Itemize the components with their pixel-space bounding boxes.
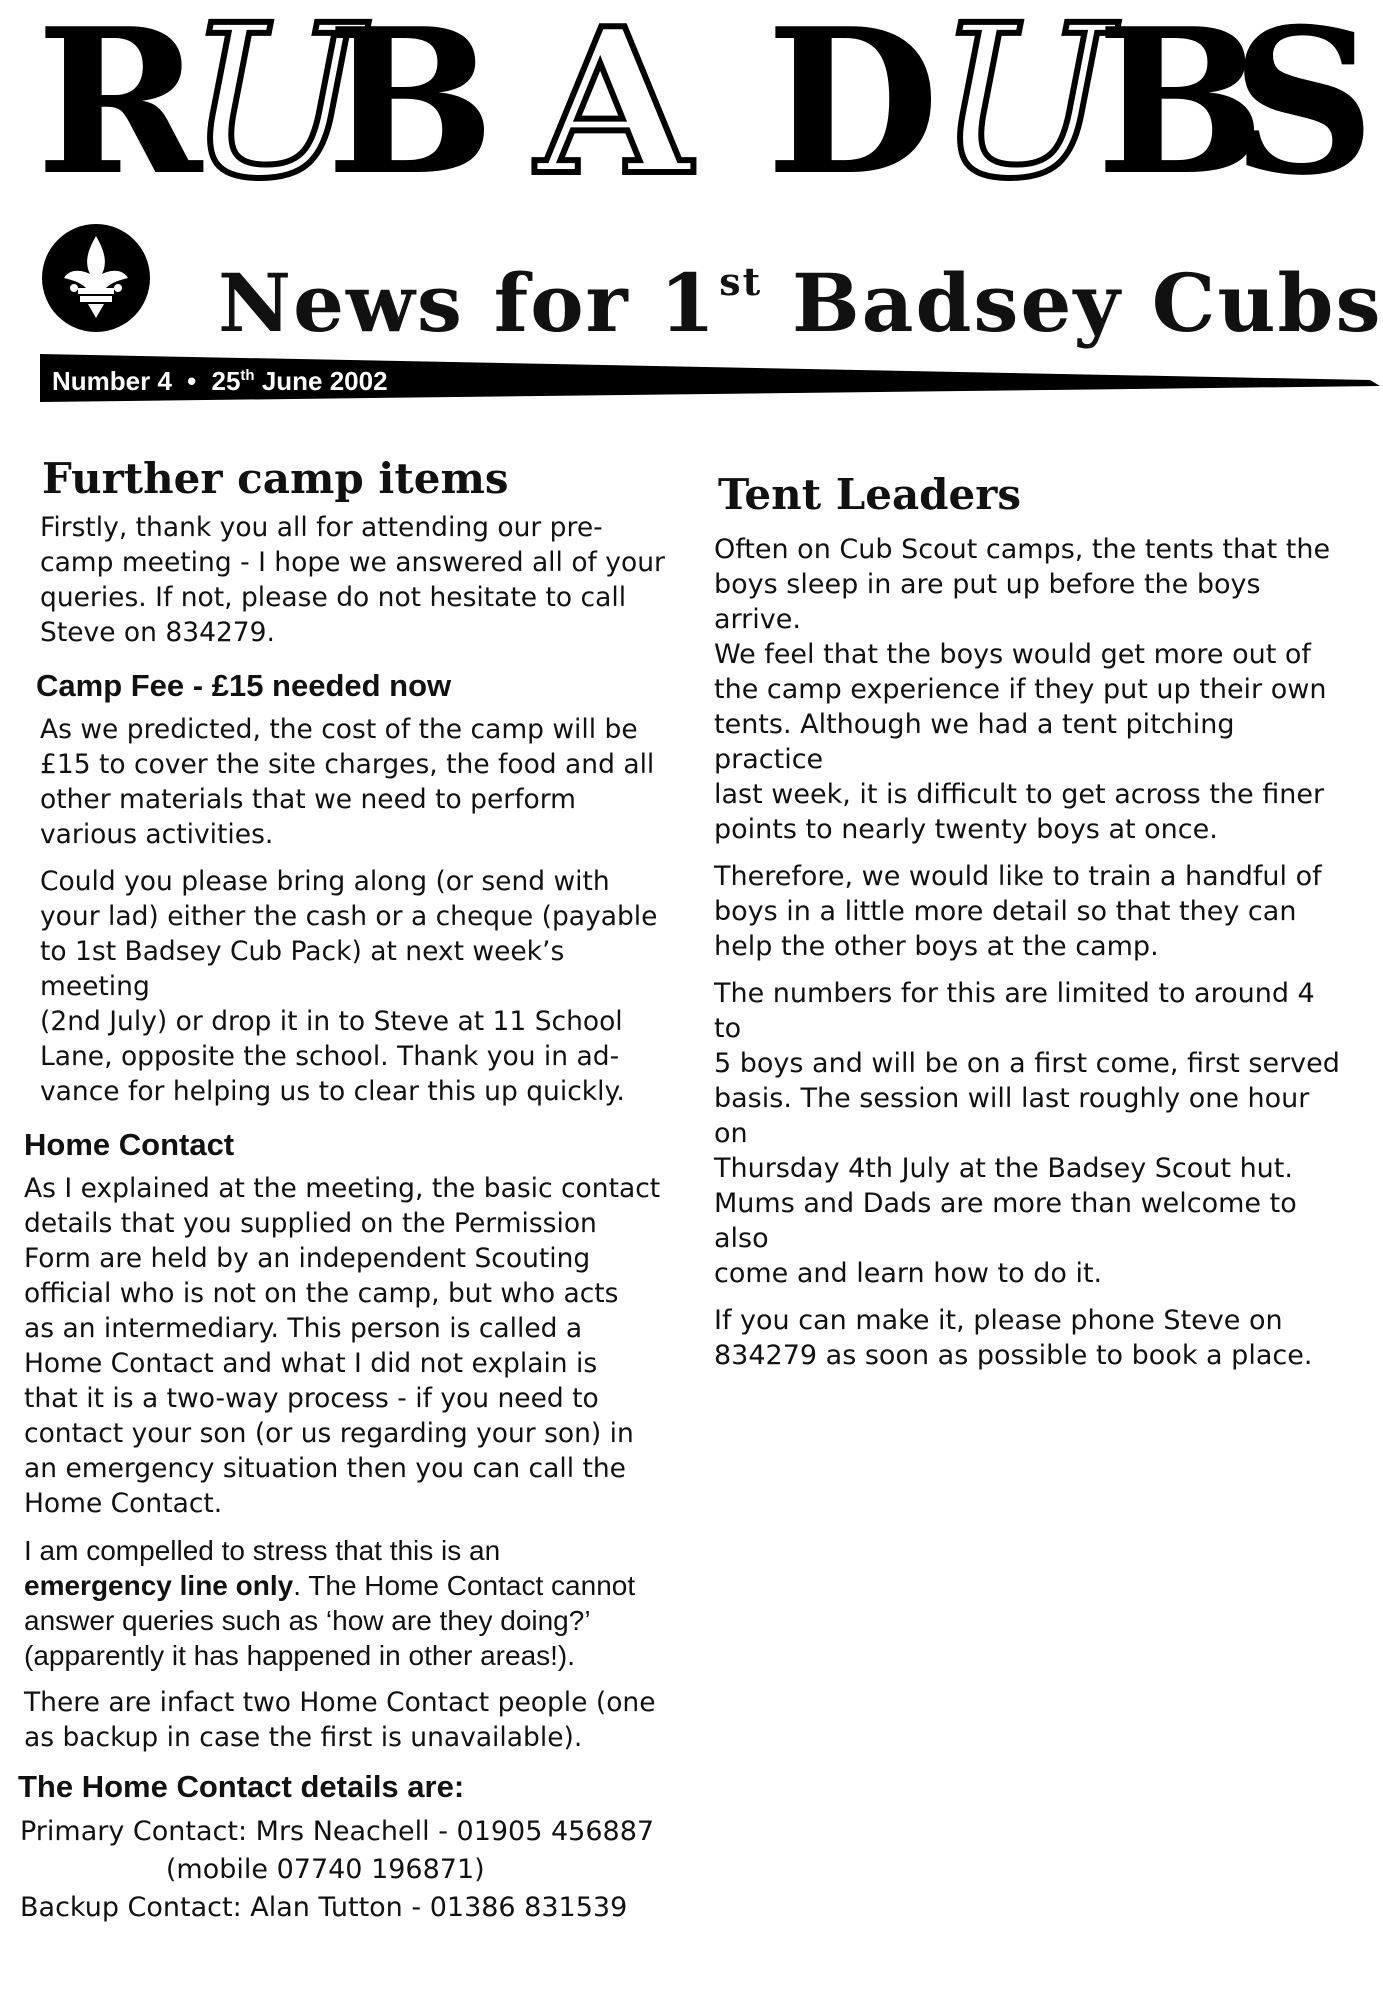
tent-leaders-paragraph-1: Often on Cub Scout camps, the tents that the boys sleep in are put up before the boys arrive. We feel that the boys would get more out of the camp experience if they put up their own tents. Although we had a tent pitching practice last week, it is difficult to get across the finer points to nearly twenty boys at once. xyxy=(714,534,1331,845)
camp-fee-paragraph-1: As we predicted, the cost of the camp will be £15 to cover the site charges, the food and all other materials that we need to perform various activities. xyxy=(40,714,655,850)
masthead-letter-r: R xyxy=(36,0,203,220)
heading-contact-details: The Home Contact details are: xyxy=(18,1769,465,1804)
stress-post: . The Home Contact cannot answer queries such as ‘how are they doing?’ (apparently it has happened in other areas!). xyxy=(24,1570,636,1671)
masthead-letter-u: U xyxy=(186,0,363,225)
left-column xyxy=(14,452,674,1927)
masthead-letter-s: S xyxy=(1231,0,1376,220)
backup-contact: Backup Contact: Alan Tutton - 01386 831539 xyxy=(20,1892,628,1923)
two-people-paragraph: There are infact two Home Contact people (one as backup in case the first is unavailable). xyxy=(24,1687,656,1753)
stress-paragraph xyxy=(24,1533,674,1673)
camp-fee-paragraph-2: Could you please bring along (or send with your lad) either the cash or a cheque (payable to 1st Badsey Cub Pack) at next week’s meeting (2nd July) or drop it in to Steve at 11 School Lane, opposite the school. Thank you in ad- vance for helping us to clear this up quickly. xyxy=(40,866,658,1107)
masthead-letter-b2: B xyxy=(1096,0,1266,220)
subtitle-post: Badsey Cubs xyxy=(762,256,1383,350)
tent-leaders-paragraph-2: Therefore, we would like to train a handful of boys in a little more detail so that they can help the other boys at the camp. xyxy=(714,861,1322,962)
masthead-logo xyxy=(36,0,1376,225)
issue-separator: • xyxy=(187,366,197,396)
tent-leaders-paragraph-4: If you can make it, please phone Steve on 834279 as soon as possible to book a place. xyxy=(714,1305,1313,1371)
heading-camp-fee: Camp Fee - £15 needed now xyxy=(36,668,452,703)
primary-contact-mobile: (mobile 07740 196871) xyxy=(20,1854,485,1885)
primary-contact: Primary Contact: Mrs Neachell - 01905 456887 xyxy=(20,1816,655,1847)
issue-number: Number 4 xyxy=(52,366,172,396)
masthead-letter-u2: U xyxy=(936,0,1113,225)
newsletter-subtitle xyxy=(218,222,1383,350)
masthead-letter-d: D xyxy=(766,0,940,220)
stress-bold: emergency line only xyxy=(24,1570,294,1601)
issue-info xyxy=(52,356,388,396)
issue-date-day: 25 xyxy=(211,366,241,396)
home-contact-paragraph: As I explained at the meeting, the basic contact details that you supplied on the Permission Form are held by an independent Scouting official who is not on the camp, but who acts as an intermediary. This person is called a Home Contact and what I did not explain is that it is a two-way process - if you need to contact your son (or us regarding your son) in an emergency situation then you can call the Home Contact. xyxy=(24,1173,661,1519)
heading-further-camp-items: Further camp items xyxy=(42,454,509,503)
right-column xyxy=(700,468,1340,1385)
masthead-letter-b: B xyxy=(326,0,496,220)
issue-date-rest: June 2002 xyxy=(254,366,388,396)
subtitle-sup: st xyxy=(719,259,763,304)
stress-pre: I am compelled to stress that this is an xyxy=(24,1535,501,1566)
tent-leaders-paragraph-3: The numbers for this are limited to around 4 to 5 boys and will be on a first come, first served basis. The session will last roughly one hour on Thursday 4th July at the Badsey Scout hut. Mums and Dads are more than welcome to also come and learn how to do it. xyxy=(714,978,1340,1289)
subtitle-pre: News for 1 xyxy=(218,256,718,350)
scout-emblem-icon xyxy=(40,222,152,334)
intro-paragraph: Firstly, thank you all for attending our pre- camp meeting - I hope we answered all of your queries. If not, please do not hesitate to call Steve on 834279. xyxy=(40,512,665,648)
heading-home-contact: Home Contact xyxy=(24,1127,235,1162)
issue-date-sup: th xyxy=(240,367,255,384)
heading-tent-leaders: Tent Leaders xyxy=(718,470,1022,519)
masthead-letter-a: A xyxy=(536,0,692,220)
